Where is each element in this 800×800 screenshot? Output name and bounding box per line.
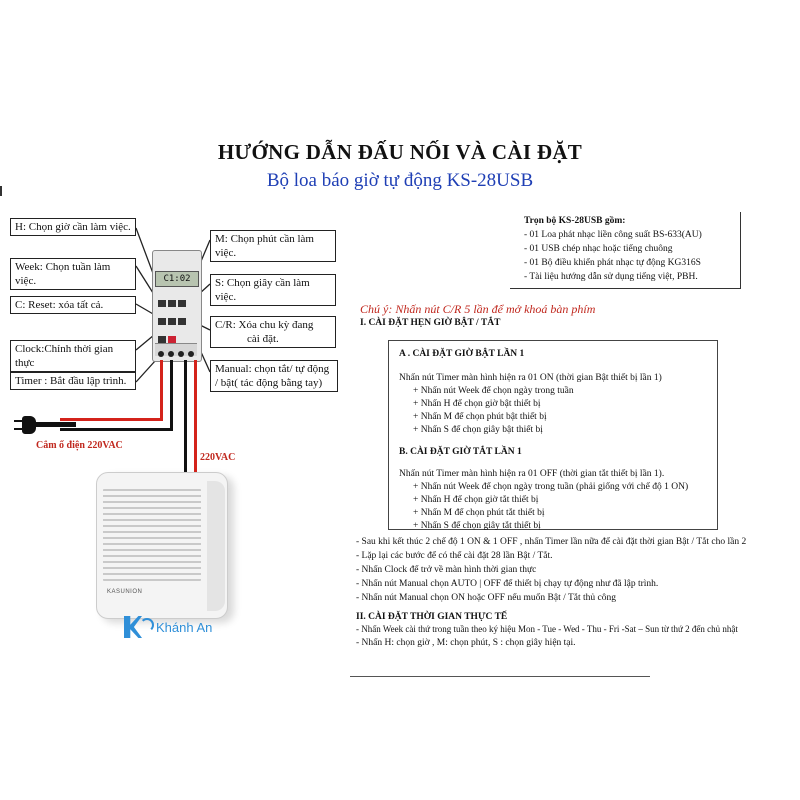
power-plug-icon [14,416,44,434]
wire-red-plug-h [60,418,163,421]
timer-device [152,250,202,362]
wire-red-speaker [194,360,197,476]
speaker-side [207,481,225,611]
section-a-line: + Nhấn nút Week để chọn ngày trong tuần [413,386,574,396]
label-h: H: Chọn giờ cần làm việc. [10,218,136,236]
logo-text: Khánh An [156,620,213,635]
label-timer: Timer : Bắt đầu lập trình. [10,372,136,390]
after-step: - Lặp lại các bước để có thể cài đặt 28 lần Bật / Tắt. [356,551,553,561]
plug-label: Cắm ổ điện 220VAC [36,440,123,451]
khanh-an-logo [124,616,254,642]
section-a-line: + Nhấn S để chọn giây bật thiết bị [413,425,543,435]
wiring-diagram [0,200,350,660]
section-b-line: Nhấn nút Timer màn hình hiện ra 01 OFF (thời gian tắt thiết bị lần 1). [399,469,665,479]
wire-black-plug [170,360,173,430]
timer-setup-box [388,340,718,530]
package-item: - 01 Bộ điều khiển phát nhạc tự động KG316S [524,258,701,268]
wire-black-plug-h [60,428,173,431]
section2-line: - Nhấn H: chọn giờ , M: chọn phút, S : chọn giây hiện tại. [356,638,576,648]
label-c: C: Reset: xóa tất cả. [10,296,136,314]
page-subtitle: Bộ loa báo giờ tự động KS-28USB [266,170,534,191]
after-step: - Nhấn nút Manual chọn ON hoặc OFF nếu muốn Bật / Tắt thủ công [356,593,616,603]
label-manual-line2: / bật( tác động bằng tay) [215,377,323,389]
button-m[interactable] [168,300,176,307]
button-timer[interactable] [158,336,166,343]
wire-red-plug [160,360,163,420]
section-b-line: + Nhấn H để chọn giờ tắt thiết bị [413,495,539,505]
section2-heading: II. CÀI ĐẶT THỜI GIAN THỰC TẾ [356,612,508,622]
page-title: HƯỚNG DẪN ĐẤU NỐI VÀ CÀI ĐẶT [217,140,583,164]
package-item: - Tài liệu hướng dẫn sử dụng tiếng việt, PBH. [524,272,698,282]
after-step: - Sau khi kết thúc 2 chế độ 1 ON & 1 OFF , nhấn Timer lần nữa để cài đặt thời gian Bật / Tắt cho lần 2 [356,537,747,547]
button-week[interactable] [158,318,166,325]
section1-heading: I. CÀI ĐẶT HẸN GIỜ BẬT / TẮT [360,318,501,328]
section-b-line: + Nhấn nút Week để chọn ngày trong tuần (phải giống với chế độ 1 ON) [413,482,689,492]
section-b-line: + Nhấn S để chọn giây tắt thiết bị [413,521,541,531]
section-a-line: + Nhấn H để chọn giờ bật thiết bị [413,399,541,409]
after-steps [356,535,796,605]
section-a-line: + Nhấn M để chọn phút bật thiết bị [413,412,547,422]
speaker-grille [103,485,201,585]
timer-display: C1:02 [155,271,199,287]
package-box [510,212,741,289]
label-cr-line1: C/R: Xóa chu kỳ đang [215,319,314,331]
label-cr-line2: cài đặt. [247,333,279,345]
section-a-heading: A . CÀI ĐẶT GIỜ BẬT LẦN 1 [399,349,525,359]
button-s[interactable] [178,300,186,307]
wifi-arc-icon [140,618,154,632]
section-b-heading: B. CÀI ĐẶT GIỜ TẮT LẦN 1 [399,447,522,457]
label-clock: Clock:Chỉnh thời gian thực [10,340,136,372]
after-step: - Nhấn Clock để trở về màn hình thời gian thực [356,565,537,575]
wire-black-speaker [184,360,187,476]
edge-mark [0,186,2,196]
after-step: - Nhấn nút Manual chọn AUTO | OFF để thiết bị chạy tự động như đã lập trình. [356,579,659,589]
package-item: - 01 Loa phát nhạc liền công suất BS-633(AU) [524,230,702,240]
section2-lines [356,622,796,650]
speaker-voltage-label: 220VAC [200,452,236,463]
label-manual-line1: Manual: chọn tắt/ tự động [215,363,330,375]
bottom-rule [350,676,650,677]
label-s: S: Chọn giây cần làm việc. [210,274,336,306]
label-m: M: Chọn phút cần làm việc. [210,230,336,262]
section-b-line: + Nhấn M để chọn phút tắt thiết bị [413,508,545,518]
section-a-line: Nhấn nút Timer màn hình hiện ra 01 ON (thời gian Bật thiết bị lần 1) [399,373,662,383]
button-manual[interactable] [168,336,176,343]
section2-line: - Nhấn Week cài thứ trong tuần theo ký hiệu Mon - Tue - Wed - Thu - Fri -Sat – Sun từ thứ 2 đến chủ nhật [356,624,738,634]
button-h[interactable] [158,300,166,307]
timer-buttons [157,295,197,349]
speaker [96,472,228,619]
button-cr[interactable] [168,318,176,325]
package-heading: Trọn bộ KS-28USB gồm: [524,216,626,226]
speaker-brand: KASUNION [107,589,143,595]
package-item: - 01 USB chép nhạc hoặc tiếng chuông [524,244,673,254]
terminal-block [155,343,197,356]
button-clock[interactable] [178,318,186,325]
unlock-note: Chú ý: Nhấn nút C/R 5 lần để mở khoá bàn phím [360,302,596,316]
label-week: Week: Chọn tuần làm việc. [10,258,136,290]
